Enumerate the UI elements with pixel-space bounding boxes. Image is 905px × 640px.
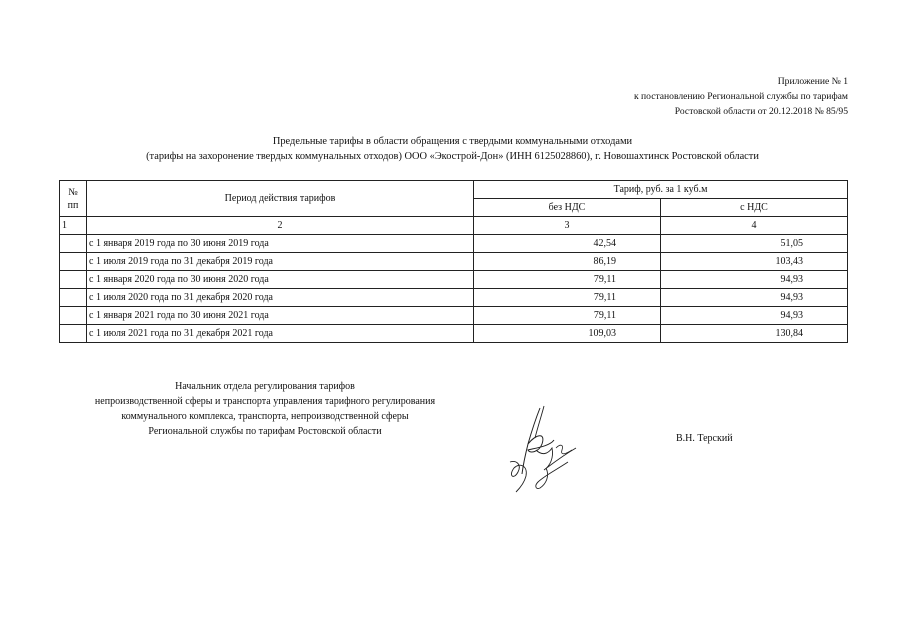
row-without-vat: 79,11: [474, 307, 661, 325]
signer-name: В.Н. Терский: [676, 433, 733, 444]
tariffs-table: [59, 180, 848, 343]
header-without-vat: без НДС: [474, 199, 661, 217]
row-period: с 1 июля 2021 года по 31 декабря 2021 года: [87, 325, 474, 343]
row-with-vat: 103,43: [661, 253, 848, 271]
signer-line-1: Начальник отдела регулирования тарифов: [175, 381, 355, 392]
header-number-line-2: пп: [67, 199, 79, 211]
row-without-vat: 79,11: [474, 271, 661, 289]
signer-line-3: коммунального комплекса, транспорта, непроизводственной сферы: [121, 411, 409, 422]
row-period: с 1 января 2021 года по 30 июня 2021 года: [87, 307, 474, 325]
header-number: [60, 181, 87, 217]
table-row: [60, 307, 848, 325]
column-number: 4: [661, 217, 848, 235]
title-line-1: Предельные тарифы в области обращения с твердыми коммунальными отходами: [272, 136, 633, 147]
appendix-line-2: к постановлению Региональной службы по тарифам: [633, 91, 848, 102]
row-number: [60, 271, 87, 289]
header-number-line-1: №: [68, 186, 78, 198]
row-with-vat: 51,05: [661, 235, 848, 253]
row-with-vat: 94,93: [661, 271, 848, 289]
row-period: с 1 января 2020 года по 30 июня 2020 года: [87, 271, 474, 289]
column-numbers-row: [60, 217, 848, 235]
row-period: с 1 июля 2020 года по 31 декабря 2020 года: [87, 289, 474, 307]
signer-line-2: непроизводственной сферы и транспорта управления тарифного регулирования: [94, 396, 436, 407]
row-without-vat: 79,11: [474, 289, 661, 307]
appendix-line-3: Ростовской области от 20.12.2018 № 85/95: [674, 106, 848, 117]
table-header-row: [60, 181, 848, 199]
row-number: [60, 289, 87, 307]
header-period: Период действия тарифов: [87, 181, 474, 217]
column-number: 2: [87, 217, 474, 235]
row-period: с 1 июля 2019 года по 31 декабря 2019 года: [87, 253, 474, 271]
row-with-vat: 94,93: [661, 289, 848, 307]
row-period: с 1 января 2019 года по 30 июня 2019 года: [87, 235, 474, 253]
handwritten-signature: [506, 404, 586, 496]
row-number: [60, 307, 87, 325]
table-row: [60, 253, 848, 271]
row-with-vat: 94,93: [661, 307, 848, 325]
table-row: [60, 235, 848, 253]
appendix-header: [634, 74, 848, 119]
row-without-vat: 42,54: [474, 235, 661, 253]
header-with-vat: с НДС: [661, 199, 848, 217]
row-without-vat: 86,19: [474, 253, 661, 271]
signer-line-4: Региональной службы по тарифам Ростовской области: [148, 426, 382, 437]
signer-position: [0, 379, 530, 439]
title-line-2: (тарифы на захоронение твердых коммунальных отходов) ООО «Экострой-Дон» (ИНН 6125028860), г. Новошахтинск Ростовской области: [146, 151, 759, 162]
table-row: [60, 325, 848, 343]
row-number: [60, 325, 87, 343]
column-number: 3: [474, 217, 661, 235]
table-row: [60, 271, 848, 289]
table-row: [60, 289, 848, 307]
row-number: [60, 235, 87, 253]
row-with-vat: 130,84: [661, 325, 848, 343]
document-title: [0, 134, 905, 164]
column-number: 1: [60, 217, 87, 235]
header-tariff: Тариф, руб. за 1 куб.м: [474, 181, 848, 199]
row-number: [60, 253, 87, 271]
row-without-vat: 109,03: [474, 325, 661, 343]
appendix-line-1: Приложение № 1: [777, 76, 848, 87]
